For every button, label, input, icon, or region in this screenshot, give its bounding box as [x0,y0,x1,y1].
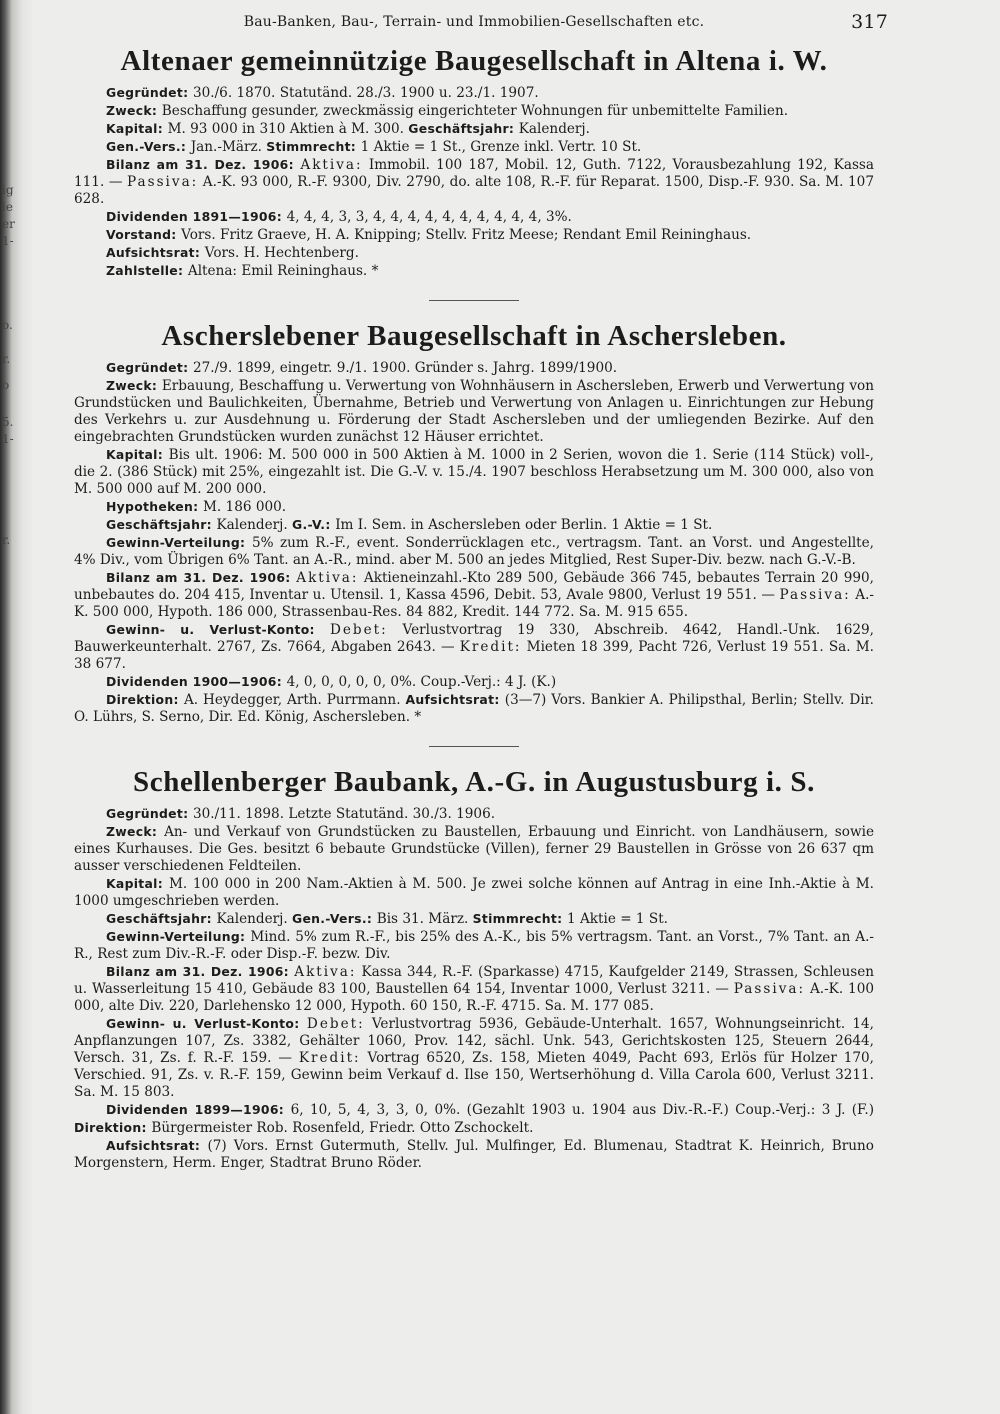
field-text: Jan.-März. [190,139,267,155]
entries-container [74,44,874,1172]
spaced-label: Aktiva: [300,157,363,173]
field-label: Kapital: [106,121,168,136]
field-text: Beschaffung gesunder, zweckmässig eingerichteter Wohnungen für unbemittelte Familien. [161,103,789,119]
field-text: Erbauung, Beschaffung u. Verwertung von Wohnhäusern in Aschersleben, Erwerb und Verwertung von Grundstücken und Baulichkeiten, Übernahme, Betrieb und Verwertung von Anlagen u. Einrichtungen zur Hebung des Verkehrs u. zur Ausdehnung u. Förderung der Stadt Aschersleben und der umliegenden Bezirke. Auf den eingebrachten Grundstücken wurden zunächst 12 Häuser errichtet. [74,378,874,445]
spaced-label: Debet: [329,622,388,638]
field-text: An- und Verkauf von Grundstücken zu Baustellen, Erbauung und Einricht. von Landhäusern, sowie eines Kurhauses. Die Ges. besitzt 6 bebaute Grundstücke (Villen), ferner 29 Baustellen in Grösse von 26 637 qm ausser verschiedenen Feldteilen. [74,824,874,874]
entry-paragraph [74,120,874,138]
company-title: Ascherslebener Baugesellschaft in Aschersleben. [161,320,787,352]
field-label: Kapital: [106,447,169,462]
entry-paragraph [74,805,874,823]
entry-paragraph [74,102,874,120]
field-label: Aufsichtsrat: [405,692,505,707]
entry-paragraph [74,691,874,726]
field-text: Verlustvortrag 5936, Gebäude-Unterhalt. 1657, Wohnungseinricht. 14, Anpflanzungen 107, Zs. 3382, Gehälter 1060, Prov. 142, sächl. Unk. 543, Gerichtskosten 125, Steuern 2644, Versch. 31, Zs. f. R.-F. 159. — [74,1016,874,1066]
company-entry [74,765,874,1172]
field-text: 5% zum R.-F., event. Sonderrücklagen etc., vertragsm. Tant. an Vorst. und Angestellte, 4% Div., vom Übrigen 6% Tant. an A.-R., mind. aber M. 500 an jedes Mitglied, Rest Super-Div. bezw. nach G.-V.-B. [74,535,874,568]
field-label: G.-V.: [292,517,336,532]
margin-fragment: r. [2,352,11,366]
field-label: Zweck: [106,103,162,118]
field-label: Bilanz am 31. Dez. 1906: [106,570,297,585]
field-label: Gewinn- u. Verlust-Konto: [106,622,330,637]
field-label: Bilanz am 31. Dez. 1906: [106,157,301,172]
field-text: A.-K. 500 000, Hypoth. 186 000, Strassenbau-Res. 84 882, Kredit. 144 772. Sa. M. 915 655. [74,587,874,620]
entry-paragraph [74,928,874,963]
field-text: (7) Vors. Ernst Gutermuth, Stellv. Jul. Mulfinger, Ed. Blumenau, Stadtrat K. Heinrich, Bruno Morgenstern, Herm. Enger, Stadtrat Bruno Röder. [74,1138,874,1171]
field-label: Bilanz am 31. Dez. 1906: [106,964,295,979]
entry-paragraph [74,823,874,875]
field-text: 27./9. 1899, eingetr. 9./1. 1900. Gründer s. Jahrg. 1899/1900. [192,360,618,376]
spaced-label: Passiva: [733,981,806,997]
field-text: 4, 4, 4, 3, 3, 4, 4, 4, 4, 4, 4, 4, 4, 4, 4, 3%. [286,209,572,225]
field-text: A.-K. 100 000, alte Div. 220, Darlehensko 12 000, Hypoth. 60 150, R.-F. 4715. Sa. M. 177 085. [74,981,875,1014]
field-label: Aufsichtsrat: [106,245,205,260]
entry-paragraph [74,875,874,910]
field-text: 30./11. 1898. Letzte Statutänd. 30./3. 1906. [192,806,496,822]
spaced-label: Aktiva: [296,570,359,586]
field-text: Kassa 344, R.-F. (Sparkasse) 4715, Kaufgelder 2149, Strassen, Schleusen u. Wasserleitung 15 410, Gebäude 83 100, Baustellen 64 154, Inventar 1000, Verlust 3211. — [74,964,875,997]
field-text: Mind. 5% zum R.-F., bis 25% des A.-K., bis 5% vertragsm. Tant. an Vorst., 7% Tant. an A.-R., Rest zum Div.-R.-F. oder Disp.-F. bezw. Div. [74,929,874,962]
field-text: 6, 10, 5, 4, 3, 3, 0, 0%. (Gezahlt 1903 u. 1904 aus Div.-R.-F.) Coup.-Verj.: 3 J. (F.) [290,1102,874,1118]
field-text: 4, 0, 0, 0, 0, 0, 0%. Coup.-Verj.: 4 J. (K.) [286,674,557,690]
margin-fragment: le [2,200,13,214]
field-label: Aufsichtsrat: [106,1138,208,1153]
field-text: Bis 31. März. [376,911,473,927]
field-text: Kalenderj. [518,121,590,137]
company-title: Altenaer gemeinnützige Baugesellschaft in Altena i. W. [120,45,828,77]
entry-paragraph [74,498,874,516]
running-head-title: Bau-Banken, Bau-, Terrain- und Immobilien-Gesellschaften etc. [243,14,705,30]
margin-fragment: o. [2,318,13,332]
field-text: M. 100 000 in 200 Nam.-Aktien à M. 500. Je zwei solche können auf Antrag in eine Inh.-Aktie à M. 1000 umgeschrieben werden. [74,876,874,909]
field-label: Dividenden 1891—1906: [106,209,287,224]
spaced-label: Passiva: [779,587,851,603]
field-label: Zweck: [106,824,165,839]
field-label: Zahlstelle: [106,263,188,278]
field-text: 1 Aktie = 1 St., Grenze inkl. Vertr. 10 St. [360,139,642,155]
field-label: Zweck: [106,378,162,393]
entry-paragraph [74,208,874,226]
field-label: Geschäftsjahr: [106,517,217,532]
field-text: 1 Aktie = 1 St. [567,911,668,927]
field-text: Altena: Emil Reininghaus. * [187,263,379,279]
field-text: M. 186 000. [202,499,287,515]
entry-paragraph [74,534,874,569]
entry-paragraph [74,262,874,280]
margin-fragment: 5. [2,415,14,429]
entry-paragraph [74,84,874,102]
entry-paragraph [74,359,874,377]
field-text: Verlustvortrag 19 330, Abschreib. 4642, Handl.-Unk. 1629, Bauwerkeunterhalt. 2767, Zs. 7664, Abgaben 2643. — [74,622,874,655]
field-text: 30./6. 1870. Statutänd. 28./3. 1900 u. 23./1. 1907. [192,85,539,101]
field-label: Direktion: [106,692,184,707]
spaced-label: Aktiva: [294,964,357,980]
field-label: Gen.-Vers.: [292,911,377,926]
field-label: Gegründet: [106,806,193,821]
field-label: Gen.-Vers.: [106,139,191,154]
field-label: Dividenden 1899—1906: [106,1102,291,1117]
spaced-label: Kredit: [298,1050,361,1066]
field-label: Hypotheken: [106,499,203,514]
field-text: Kalenderj. [216,911,292,927]
margin-fragment: ig [2,183,14,197]
field-label: Kapital: [106,876,169,891]
field-text: Im I. Sem. in Aschersleben oder Berlin. 1 Aktie = 1 St. [335,517,713,533]
field-text: Immobil. 100 187, Mobil. 12, Guth. 7122, Vorausbezahlung 192, Kassa 111. — [74,157,874,190]
field-label: Gegründet: [106,85,193,100]
field-text: A. Heydegger, Arth. Purrmann. [183,692,406,708]
section-divider [429,300,519,301]
entry-paragraph [74,1137,874,1172]
spaced-label: Passiva: [126,174,199,190]
entry-paragraph [74,226,874,244]
section-divider [429,746,519,747]
field-text: Kalenderj. [216,517,292,533]
company-title: Schellenberger Baubank, A.-G. in Augustusburg i. S. [133,766,815,798]
field-label: Gegründet: [106,360,193,375]
entry-paragraph [74,156,874,208]
field-label: Gewinn-Verteilung: [106,929,251,944]
field-label: Geschäftsjahr: [106,911,217,926]
field-label: Dividenden 1900—1906: [106,674,287,689]
entry-paragraph [74,673,874,691]
entry-paragraph [74,138,874,156]
margin-fragment: r. [2,533,11,547]
entry-paragraph [74,244,874,262]
spaced-label: Debet: [306,1016,365,1032]
field-label: Stimmrecht: [472,911,568,926]
field-label: Stimmrecht: [266,139,361,154]
entry-paragraph [74,1015,874,1101]
field-text: M. 93 000 in 310 Aktien à M. 300. [167,121,409,137]
field-label: Direktion: [74,1120,152,1135]
entry-paragraph [74,516,874,534]
entry-paragraph [74,377,874,446]
entry-paragraph [74,621,874,673]
field-text: (3—7) Vors. Bankier A. Philipsthal, Berlin; Stellv. Dir. O. Lührs, S. Serno, Dir. Ed. König, Aschersleben. * [74,692,874,725]
company-entry [74,319,874,726]
page-number: 317 [851,11,888,33]
entry-paragraph [74,446,874,498]
field-text: Vortrag 6520, Zs. 158, Mieten 4049, Pacht 693, Erlös für Holzer 170, Verschied. 91, Zs. v. R.-F. 159, Gewinn beim Verkauf d. Ilse 150, Wertserhöhung d. Villa Carola 600, Verlust 3211. Sa. M. 15 803. [74,1050,874,1100]
margin-fragment: er [2,217,15,231]
field-text: Aktieneinzahl.-Kto 289 500, Gebäude 366 745, bebautes Terrain 20 990, unbebautes do. 204 415, Inventar u. Utensil. 1, Kassa 4596, Debit. 53, Avale 9800, Verlust 19 551. — [74,570,874,603]
entry-paragraph [74,569,874,621]
field-label: Gewinn-Verteilung: [106,535,252,550]
company-entry [74,44,874,280]
field-text: Bis ult. 1906: M. 500 000 in 500 Aktien à M. 1000 in 2 Serien, wovon die 1. Serie (114 Stück) voll-, die 2. (386 Stück) mit 25%, eingezahlt ist. Die G.-V. v. 15./4. 1907 beschloss Herabsetzung um M. 300 000, also von M. 500 000 auf M. 200 000. [74,447,874,497]
page [74,11,888,1172]
margin-fragment: 1- [2,432,14,446]
field-text: Mieten 18 399, Pacht 726, Verlust 19 551. Sa. M. 38 677. [74,639,874,672]
spaced-label: Kredit: [459,639,522,655]
field-label: Vorstand: [106,227,182,242]
entry-paragraph [74,963,874,1015]
field-label: Gewinn- u. Verlust-Konto: [106,1016,307,1031]
running-head [74,11,888,44]
left-margin-fragments [0,0,14,1414]
field-label: Geschäftsjahr: [408,121,519,136]
field-text: Bürgermeister Rob. Rosenfeld, Friedr. Otto Zschockelt. [151,1120,534,1136]
margin-fragment: o [2,378,10,392]
entry-paragraph [74,1101,874,1137]
field-text: Vors. Fritz Graeve, H. A. Knipping; Stellv. Fritz Meese; Rendant Emil Reininghaus. [181,227,752,243]
entry-paragraph [74,910,874,928]
field-text: Vors. H. Hechtenberg. [204,245,359,261]
field-text: A.-K. 93 000, R.-F. 9300, Div. 2790, do. alte 108, R.-F. für Reparat. 1500, Disp.-F. 930. Sa. M. 107 628. [74,174,874,207]
margin-fragment: 1- [2,234,14,248]
